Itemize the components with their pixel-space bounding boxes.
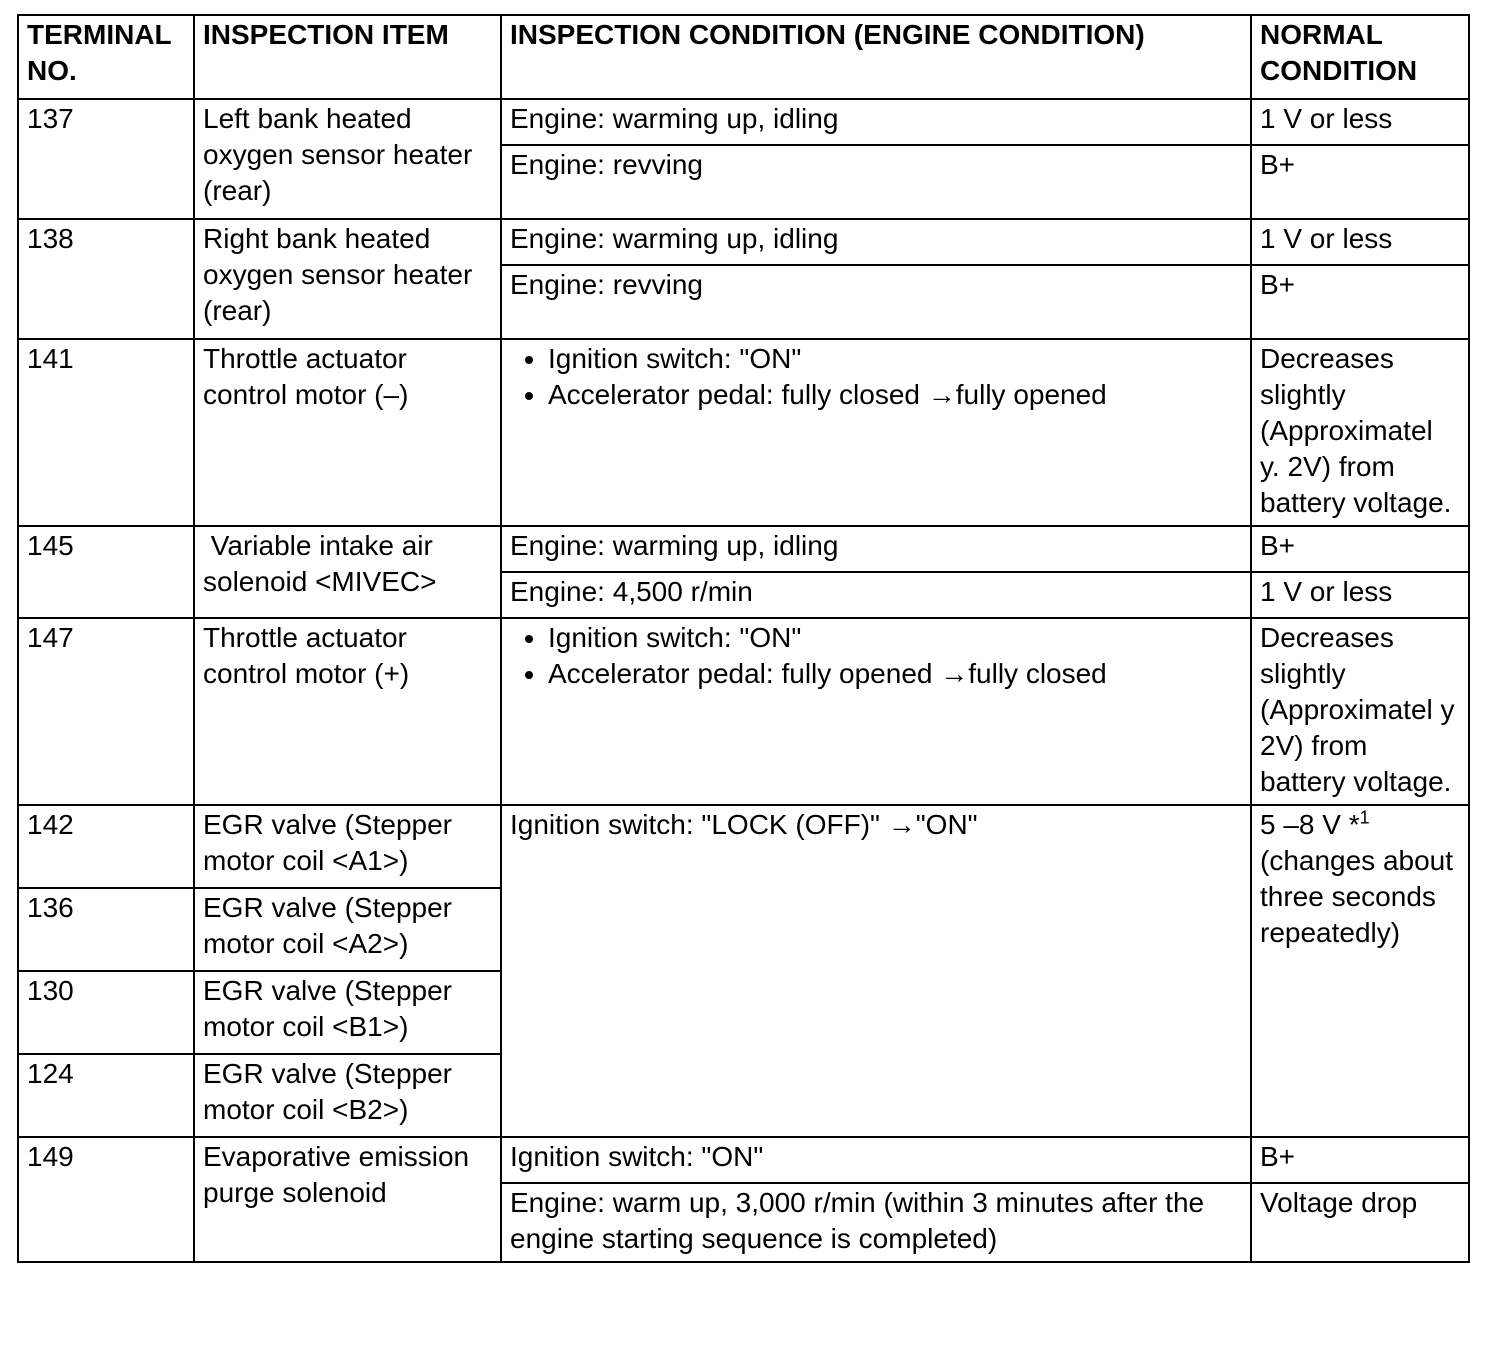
terminal-cell: 142: [18, 805, 194, 888]
inspection-item-cell: EGR valve (Stepper motor coil <B1>): [194, 971, 501, 1054]
normal-condition-cell: 1 V or less: [1251, 572, 1469, 618]
table-row: [18, 339, 1469, 526]
terminal-cell: 149: [18, 1137, 194, 1262]
inspection-item-cell: Right bank heated oxygen sensor heater (rear): [194, 219, 501, 339]
terminal-cell: 130: [18, 971, 194, 1054]
header-normal-condition: NORMAL CONDITION: [1251, 15, 1469, 99]
terminal-cell: 137: [18, 99, 194, 219]
terminal-cell: 141: [18, 339, 194, 526]
condition-cell: Engine: 4,500 r/min: [501, 572, 1251, 618]
normal-condition-cell: B+: [1251, 1137, 1469, 1183]
table-row: [18, 526, 1469, 572]
footnote-mark: 1: [1359, 807, 1370, 828]
egr-normal-value: 5 –8 V *: [1260, 809, 1360, 840]
condition-bullet-list: [510, 341, 1242, 413]
inspection-item-cell: Left bank heated oxygen sensor heater (rear): [194, 99, 501, 219]
normal-condition-cell: 1 V or less: [1251, 219, 1469, 265]
condition-cell: Engine: warming up, idling: [501, 526, 1251, 572]
normal-condition-cell: Voltage drop: [1251, 1183, 1469, 1262]
inspection-item-cell: EGR valve (Stepper motor coil <A2>): [194, 888, 501, 971]
egr-normal-detail: (changes about three seconds repeatedly): [1260, 845, 1454, 948]
inspection-item-cell: EGR valve (Stepper motor coil <B2>): [194, 1054, 501, 1137]
condition-bullet: • Accelerator pedal: fully closed →fully opened: [548, 377, 1242, 413]
inspection-item-cell: EGR valve (Stepper motor coil <A1>): [194, 805, 501, 888]
table-row: [18, 99, 1469, 145]
table-header-row: [18, 15, 1469, 99]
condition-cell: Ignition switch: "ON": [501, 1137, 1251, 1183]
condition-bullet: • Accelerator pedal: fully opened →fully closed: [548, 656, 1242, 692]
condition-cell: Engine: warming up, idling: [501, 99, 1251, 145]
normal-condition-cell: B+: [1251, 145, 1469, 219]
condition-bullet-list: [510, 620, 1242, 692]
normal-condition-cell: Decreases slightly (Approximatel y. 2V) from battery voltage.: [1251, 339, 1469, 526]
header-terminal-no: TERMINAL NO.: [18, 15, 194, 99]
table-row: [18, 219, 1469, 265]
header-inspection-condition: INSPECTION CONDITION (ENGINE CONDITION): [501, 15, 1251, 99]
table-row: [18, 805, 1469, 888]
condition-cell: Engine: revving: [501, 145, 1251, 219]
normal-condition-cell: B+: [1251, 265, 1469, 339]
terminal-cell: 124: [18, 1054, 194, 1137]
header-inspection-item: INSPECTION ITEM: [194, 15, 501, 99]
normal-condition-cell: 1 V or less: [1251, 99, 1469, 145]
terminal-inspection-table: [17, 14, 1470, 1263]
inspection-item-cell: Throttle actuator control motor (+): [194, 618, 501, 805]
table-row: [18, 618, 1469, 805]
table-row: [18, 1137, 1469, 1183]
normal-condition-cell: Decreases slightly (Approximatel y 2V) from battery voltage.: [1251, 618, 1469, 805]
terminal-cell: 147: [18, 618, 194, 805]
inspection-item-cell: Throttle actuator control motor (–): [194, 339, 501, 526]
inspection-item-cell: Variable intake air solenoid <MIVEC>: [194, 526, 501, 618]
condition-cell: Engine: warming up, idling: [501, 219, 1251, 265]
condition-cell: Engine: revving: [501, 265, 1251, 339]
condition-bullet: • Ignition switch: "ON": [548, 341, 1242, 377]
normal-condition-cell: B+: [1251, 526, 1469, 572]
condition-cell: [501, 618, 1251, 805]
terminal-cell: 136: [18, 888, 194, 971]
terminal-cell: 145: [18, 526, 194, 618]
condition-cell: Engine: warm up, 3,000 r/min (within 3 minutes after the engine starting sequence is completed): [501, 1183, 1251, 1262]
condition-cell: Ignition switch: "LOCK (OFF)" →"ON": [501, 805, 1251, 1137]
condition-cell: [501, 339, 1251, 526]
terminal-cell: 138: [18, 219, 194, 339]
normal-condition-cell: [1251, 805, 1469, 1137]
inspection-item-cell: Evaporative emission purge solenoid: [194, 1137, 501, 1262]
condition-bullet: • Ignition switch: "ON": [548, 620, 1242, 656]
